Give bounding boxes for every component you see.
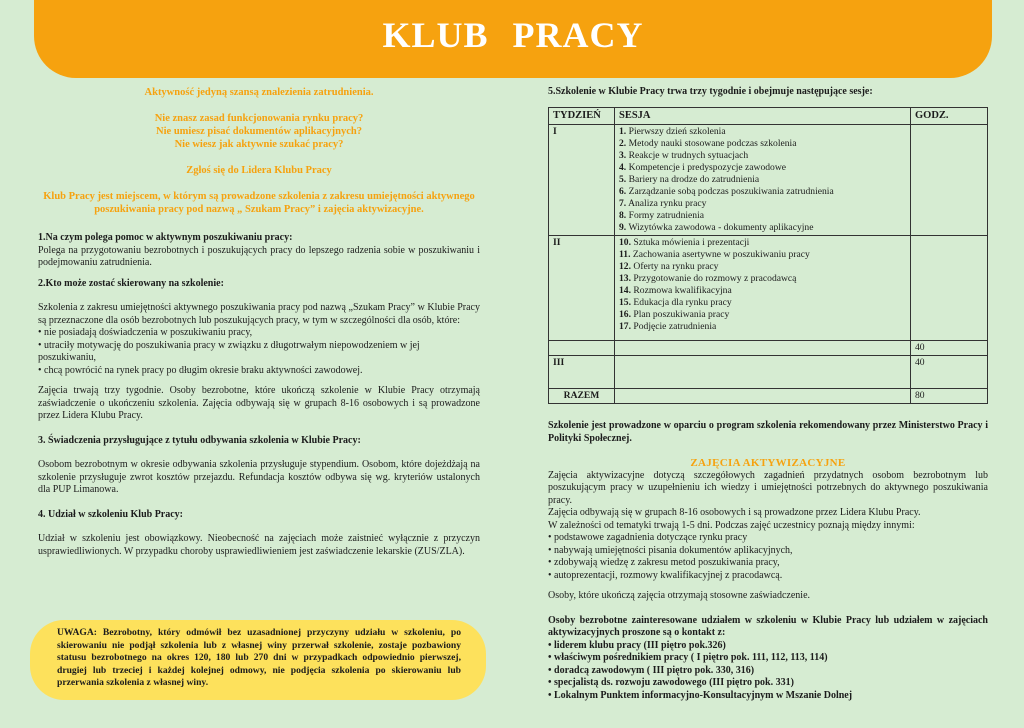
activation-bullets [548,532,988,582]
hours-cell [911,125,988,236]
activation-title: ZAJĘCIA AKTYWIZACYJNE [690,457,846,469]
week-cell: II [549,236,615,341]
contact-intro: Osoby bezrobotne zainteresowane udziałem w szkoleniu w Klubie Pracy lub udziałem w zajęciach aktywizacyjnych proszone są o kontakt z: [548,614,988,638]
table-row [549,125,988,236]
list-item: • liderem klubu pracy (III piętro pok.326) [548,639,726,651]
contact-list [548,640,988,703]
session-item: 16. Plan poszukiwania pracy [619,309,730,320]
activation-body-2: Zajęcia odbywają się w grupach 8-16 osobowych i są prowadzone przez Lidera Klubu Pracy. [548,507,921,518]
table-row [549,356,988,389]
week-cell: III [549,356,615,389]
activation-after: Osoby, które ukończą zajęcia otrzymają stosowne zaświadczenie. [548,590,811,601]
activation-body-1: Zajęcia aktywizacyjne dotyczą szczegółowych zagadnień przydatnych osobom bezrobotnym lub poszukującym pracy w uzupełnieniu ich wiedzy i umiejętności potrzebnych do aktywnego poszukiwania pracy. [548,469,988,506]
section-2-bullets [38,327,480,377]
session-item: 10. Sztuka mówienia i prezentacji [619,237,750,248]
session-item: 12. Oferty na rynku pracy [619,261,719,272]
list-item: • zdobywają wiedzę z zakresu metod poszukiwania pracy, [548,557,780,568]
session-item: 1. Pierwszy dzień szkolenia [619,126,726,137]
list-item: • chcą powrócić na rynek pracy po długim okresie braku aktywności zawodowej. [38,364,363,376]
table-header-row [549,108,988,125]
column-header-week: TYDZIEŃ [549,108,615,125]
sessions-cell [615,125,911,236]
list-item: • nabywają umiejętności pisania dokumentów aplikacyjnych, [548,544,793,556]
warning-text: UWAGA: Bezrobotny, który odmówił bez uzasadnionej przyczyny udziału w szkoleniu, po skierowaniu nie podjął szkolenia lub z własnej winy przerwał szkolenie, zostaje pozbawiony statusu bezrobotnego na okres 120, 180 lub 270 dni w przypadkach odpowiednio pierwszej, drugiej lub trzeciej i każdej kolejnej odmowy, nie podjęcia szkolenia po skierowaniu lub przerwania szkolenia z własnej winy. [57,627,461,688]
column-header-session: SESJA [615,108,911,125]
section-4-title: 4. Udział w szkoleniu Klub Pracy: [38,508,184,520]
table-row-total [549,389,988,404]
sessions-cell [615,236,911,341]
session-item: 7. Analiza rynku pracy [619,198,707,209]
question-2: Nie umiesz pisać dokumentów aplikacyjnych? [156,126,362,137]
session-item: 9. Wizytówka zawodowa - dokumenty aplikacyjne [619,222,814,233]
section-2-after: Zajęcia trwają trzy tygodnie. Osoby bezrobotne, które ukończą szkolenie w Klubie Pracy otrzymają zaświadczenie o ukończeniu szkolenia. Zajęcia odbywają się w grupach 8-16 osobowych i są prowadzone przez Lidera Klubu Pracy. [38,385,480,421]
session-item: 6. Zarządzanie sobą podczas poszukiwania zatrudnienia [619,186,834,197]
session-item: 13. Przygotowanie do rozmowy z pracodawcą [619,273,797,284]
right-column-lower [548,420,988,702]
session-item: 5. Bariery na drodze do zatrudnienia [619,174,760,185]
section-3-body: Osobom bezrobotnym w okresie odbywania szkolenia przysługuje stypendium. Osobom, które dojeżdżają na szkolenie przysługuje zwrot kosztów przejazdu. Refundacja kosztów odbywa się wg. kryteriów ustalonych dla PUP Limanowa. [38,459,480,495]
hours-cell: 40 [911,341,988,356]
session-item: 11. Zachowania asertywne w poszukiwaniu pracy [619,249,810,260]
column-header-hours: GODZ. [911,108,988,125]
session-item: 15. Edukacja dla rynku pracy [619,297,732,308]
question-3: Nie wiesz jak aktywnie szukać pracy? [174,139,344,150]
program-note: Szkolenie jest prowadzone w oparciu o program szkolenia rekomendowany przez Ministerstwo Pracy i Polityki Społecznej. [548,420,988,444]
right-column-heading [548,86,988,99]
list-item: • specjalistą ds. rozwoju zawodowego (III piętro pok. 331) [548,677,794,688]
list-item: • właściwym pośrednikiem pracy ( I piętro pok. 111, 112, 113, 114) [548,652,828,663]
activation-body-3: W zależności od tematyki trwają 1-5 dni. Podczas zajęć uczestnicy poznają między innymi: [548,519,915,531]
list-item: • utraciły motywację do poszukiwania pracy w związku z długotrwałym niepowodzeniem w jej poszukiwaniu, [38,339,420,363]
hours-cell: 40 [911,356,988,389]
session-item: 3. Reakcje w trudnych sytuacjach [619,150,749,161]
warning-box [30,620,486,700]
section-1-body: Polega na przygotowaniu bezrobotnych i poszukujących pracy do lepszego radzenia sobie w poszukiwaniu i podejmowaniu zatrudnienia. [38,244,480,268]
table-row [549,341,988,356]
table-row [549,236,988,341]
sessions-table [548,107,988,404]
list-item: • Lokalnym Punktem informacyjno-Konsultacyjnym w Mszanie Dolnej [548,689,853,701]
section-5-title: 5.Szkolenie w Klubie Pracy trwa trzy tygodnie i obejmuje następujące sesje: [548,86,873,97]
list-item: • doradcą zawodowym ( III piętro pok. 330, 316) [548,664,755,676]
question-1: Nie znasz zasad funkcjonowania rynku pracy? [154,113,364,124]
week-cell: I [549,125,615,236]
call-to-action: Zgłoś się do Lidera Klubu Pracy [186,165,332,176]
section-2-body: Szkolenia z zakresu umiejętności aktywnego poszukiwania pracy pod nazwą „Szukam Pracy” w Klubie Pracy są przeznaczone dla osób bezrobotnych lub poszukujących pracy, w tym w szczególności dla osób, które: [38,302,480,326]
total-hours: 80 [911,389,988,404]
section-1-title: 1.Na czym polega pomoc w aktywnym poszukiwaniu pracy: [38,232,293,243]
session-item: 4. Kompetencje i predyspozycje zawodowe [619,162,787,173]
section-4-body: Udział w szkoleniu jest obowiązkowy. Nieobecność na zajęciach może zaistnieć wyłącznie z przyczyn usprawiedliwionych. W przypadku choroby usprawiedliwieniem jest zaświadczenie lekarskie (ZUS/ZLA). [38,533,480,557]
page-title: KLUB PRACY [382,15,644,55]
slogan: Aktywność jedyną szansą znalezienia zatrudnienia. [144,87,374,98]
section-3-title: 3. Świadczenia przysługujące z tytułu odbywania szkolenia w Klubie Pracy: [38,434,361,446]
hours-cell [911,236,988,341]
left-column [38,86,480,558]
intro-text: Klub Pracy jest miejscem, w którym są prowadzone szkolenia z zakresu umiejętności aktywnego poszukiwania pracy pod nazwą „ Szukam Pracy” i zajęcia aktywizacyjne. [43,191,475,215]
list-item: • autoprezentacji, rozmowy kwalifikacyjnej z pracodawcą. [548,569,783,581]
section-2-title: 2.Kto może zostać skierowany na szkolenie: [38,277,224,289]
total-label: RAZEM [549,389,615,404]
session-item: 14. Rozmowa kwalifikacyjna [619,285,732,296]
session-item: 8. Formy zatrudnienia [619,210,705,221]
header-banner [34,0,992,78]
session-item: 17. Podjęcie zatrudnienia [619,321,717,332]
list-item: • nie posiadają doświadczenia w poszukiwaniu pracy, [38,327,253,338]
list-item: • podstawowe zagadnienia dotyczące rynku pracy [548,532,748,543]
session-item: 2. Metody nauki stosowane podczas szkolenia [619,138,797,149]
